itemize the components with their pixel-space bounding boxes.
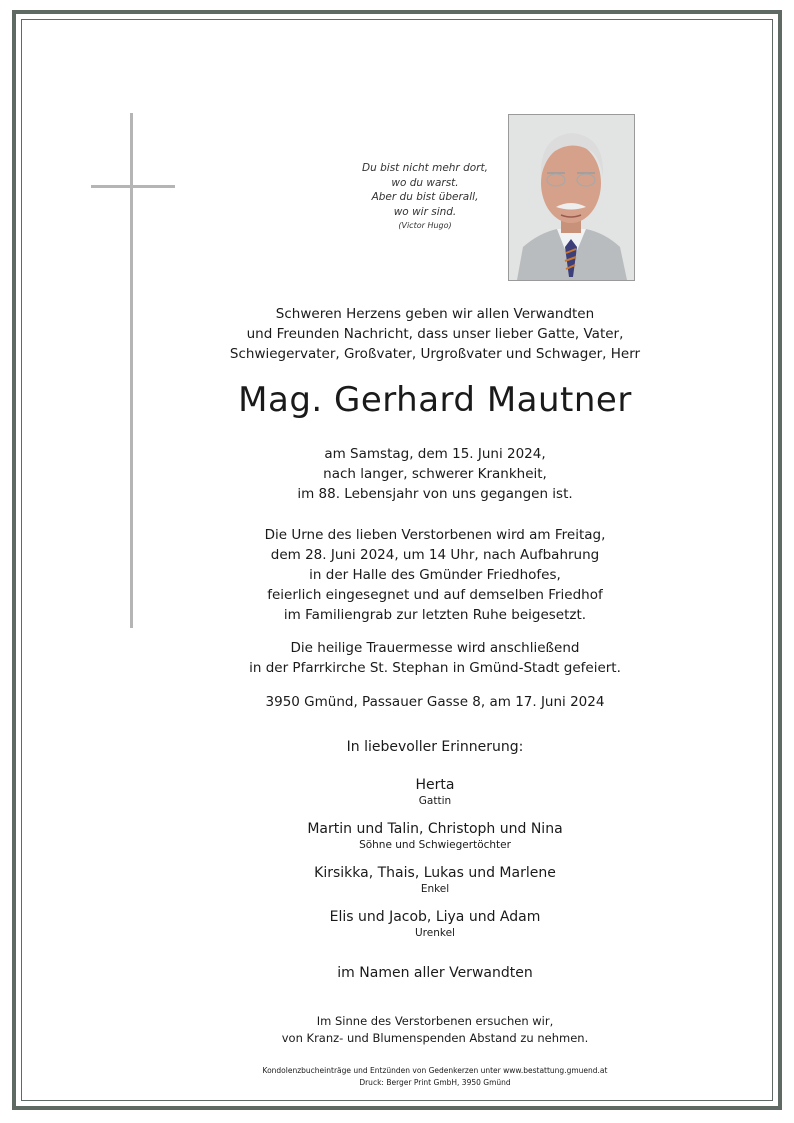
death-line: im 88. Lebensjahr von uns gegangen ist. <box>297 486 573 502</box>
quote-line: wo du warst. <box>391 176 459 189</box>
quote-line: Du bist nicht mehr dort, <box>362 162 488 174</box>
portrait-photo <box>508 114 635 281</box>
mourner-names: Martin und Talin, Christoph und Nina <box>307 821 563 837</box>
mourner-relation: Urenkel <box>415 927 455 939</box>
flowers-line: von Kranz- und Blumenspenden Abstand zu nehmen. <box>281 1031 589 1045</box>
mourner-names: Herta <box>415 777 455 793</box>
mourner-relation: Söhne und Schwiegertöchter <box>359 839 511 851</box>
deceased-name: Mag. Gerhard Mautner <box>238 380 632 420</box>
intro-line: und Freunden Nachricht, dass unser lieber Gatte, Vater, <box>246 326 624 342</box>
place-and-date: 3950 Gmünd, Passauer Gasse 8, am 17. Juni 2024 <box>265 694 605 710</box>
death-line: am Samstag, dem 15. Juni 2024, <box>324 446 546 462</box>
printer-note: Druck: Berger Print GmbH, 3950 Gmünd <box>359 1078 511 1087</box>
mass-details <box>130 638 740 678</box>
mourner-group <box>130 864 740 896</box>
mourner-group <box>130 776 740 808</box>
intro-line: Schweren Herzens geben wir allen Verwandten <box>275 306 595 322</box>
death-details <box>130 444 740 504</box>
mourner-relation: Gattin <box>418 795 452 807</box>
announcement-intro <box>130 304 740 364</box>
death-line: nach langer, schwerer Krankheit, <box>323 466 547 482</box>
funeral-line: feierlich eingesegnet und auf demselben Friedhof <box>267 587 603 603</box>
intro-line: Schwiegervater, Großvater, Urgroßvater und Schwager, Herr <box>229 346 641 362</box>
quote-line: Aber du bist überall, <box>371 191 479 203</box>
portrait-illustration <box>509 115 634 280</box>
quote-author: (Victor Hugo) <box>398 221 452 230</box>
mourner-relation: Enkel <box>420 883 450 895</box>
mourner-group <box>130 908 740 940</box>
flowers-request <box>130 1013 740 1047</box>
mourner-names: Elis und Jacob, Liya und Adam <box>329 909 541 925</box>
cross-horizontal-bar <box>91 185 175 188</box>
funeral-line: im Familiengrab zur letzten Ruhe beigesetzt. <box>283 607 587 623</box>
funeral-line: in der Halle des Gmünder Friedhofes, <box>309 567 561 583</box>
funeral-details <box>130 525 740 625</box>
mass-line: Die heilige Trauermesse wird anschließend <box>290 640 580 656</box>
mourner-names: Kirsikka, Thais, Lukas und Marlene <box>314 865 556 881</box>
flowers-line: Im Sinne des Verstorbenen ersuchen wir, <box>316 1014 554 1028</box>
condolence-book-note: Kondolenzbucheinträge und Entzünden von Gedenkerzen unter www.bestattung.gmuend.at <box>262 1066 608 1075</box>
quote-line: wo wir sind. <box>393 205 457 218</box>
mourner-group <box>130 820 740 852</box>
funeral-line: Die Urne des lieben Verstorbenen wird am Freitag, <box>264 527 606 543</box>
funeral-line: dem 28. Juni 2024, um 14 Uhr, nach Aufbahrung <box>270 547 600 563</box>
footer-notes <box>130 1065 740 1089</box>
all-relatives-line: im Namen aller Verwandten <box>337 965 533 981</box>
mass-line: in der Pfarrkirche St. Stephan in Gmünd-Stadt gefeiert. <box>249 660 621 676</box>
victor-hugo-quote <box>320 161 530 232</box>
memory-heading: In liebevoller Erinnerung: <box>346 739 524 755</box>
